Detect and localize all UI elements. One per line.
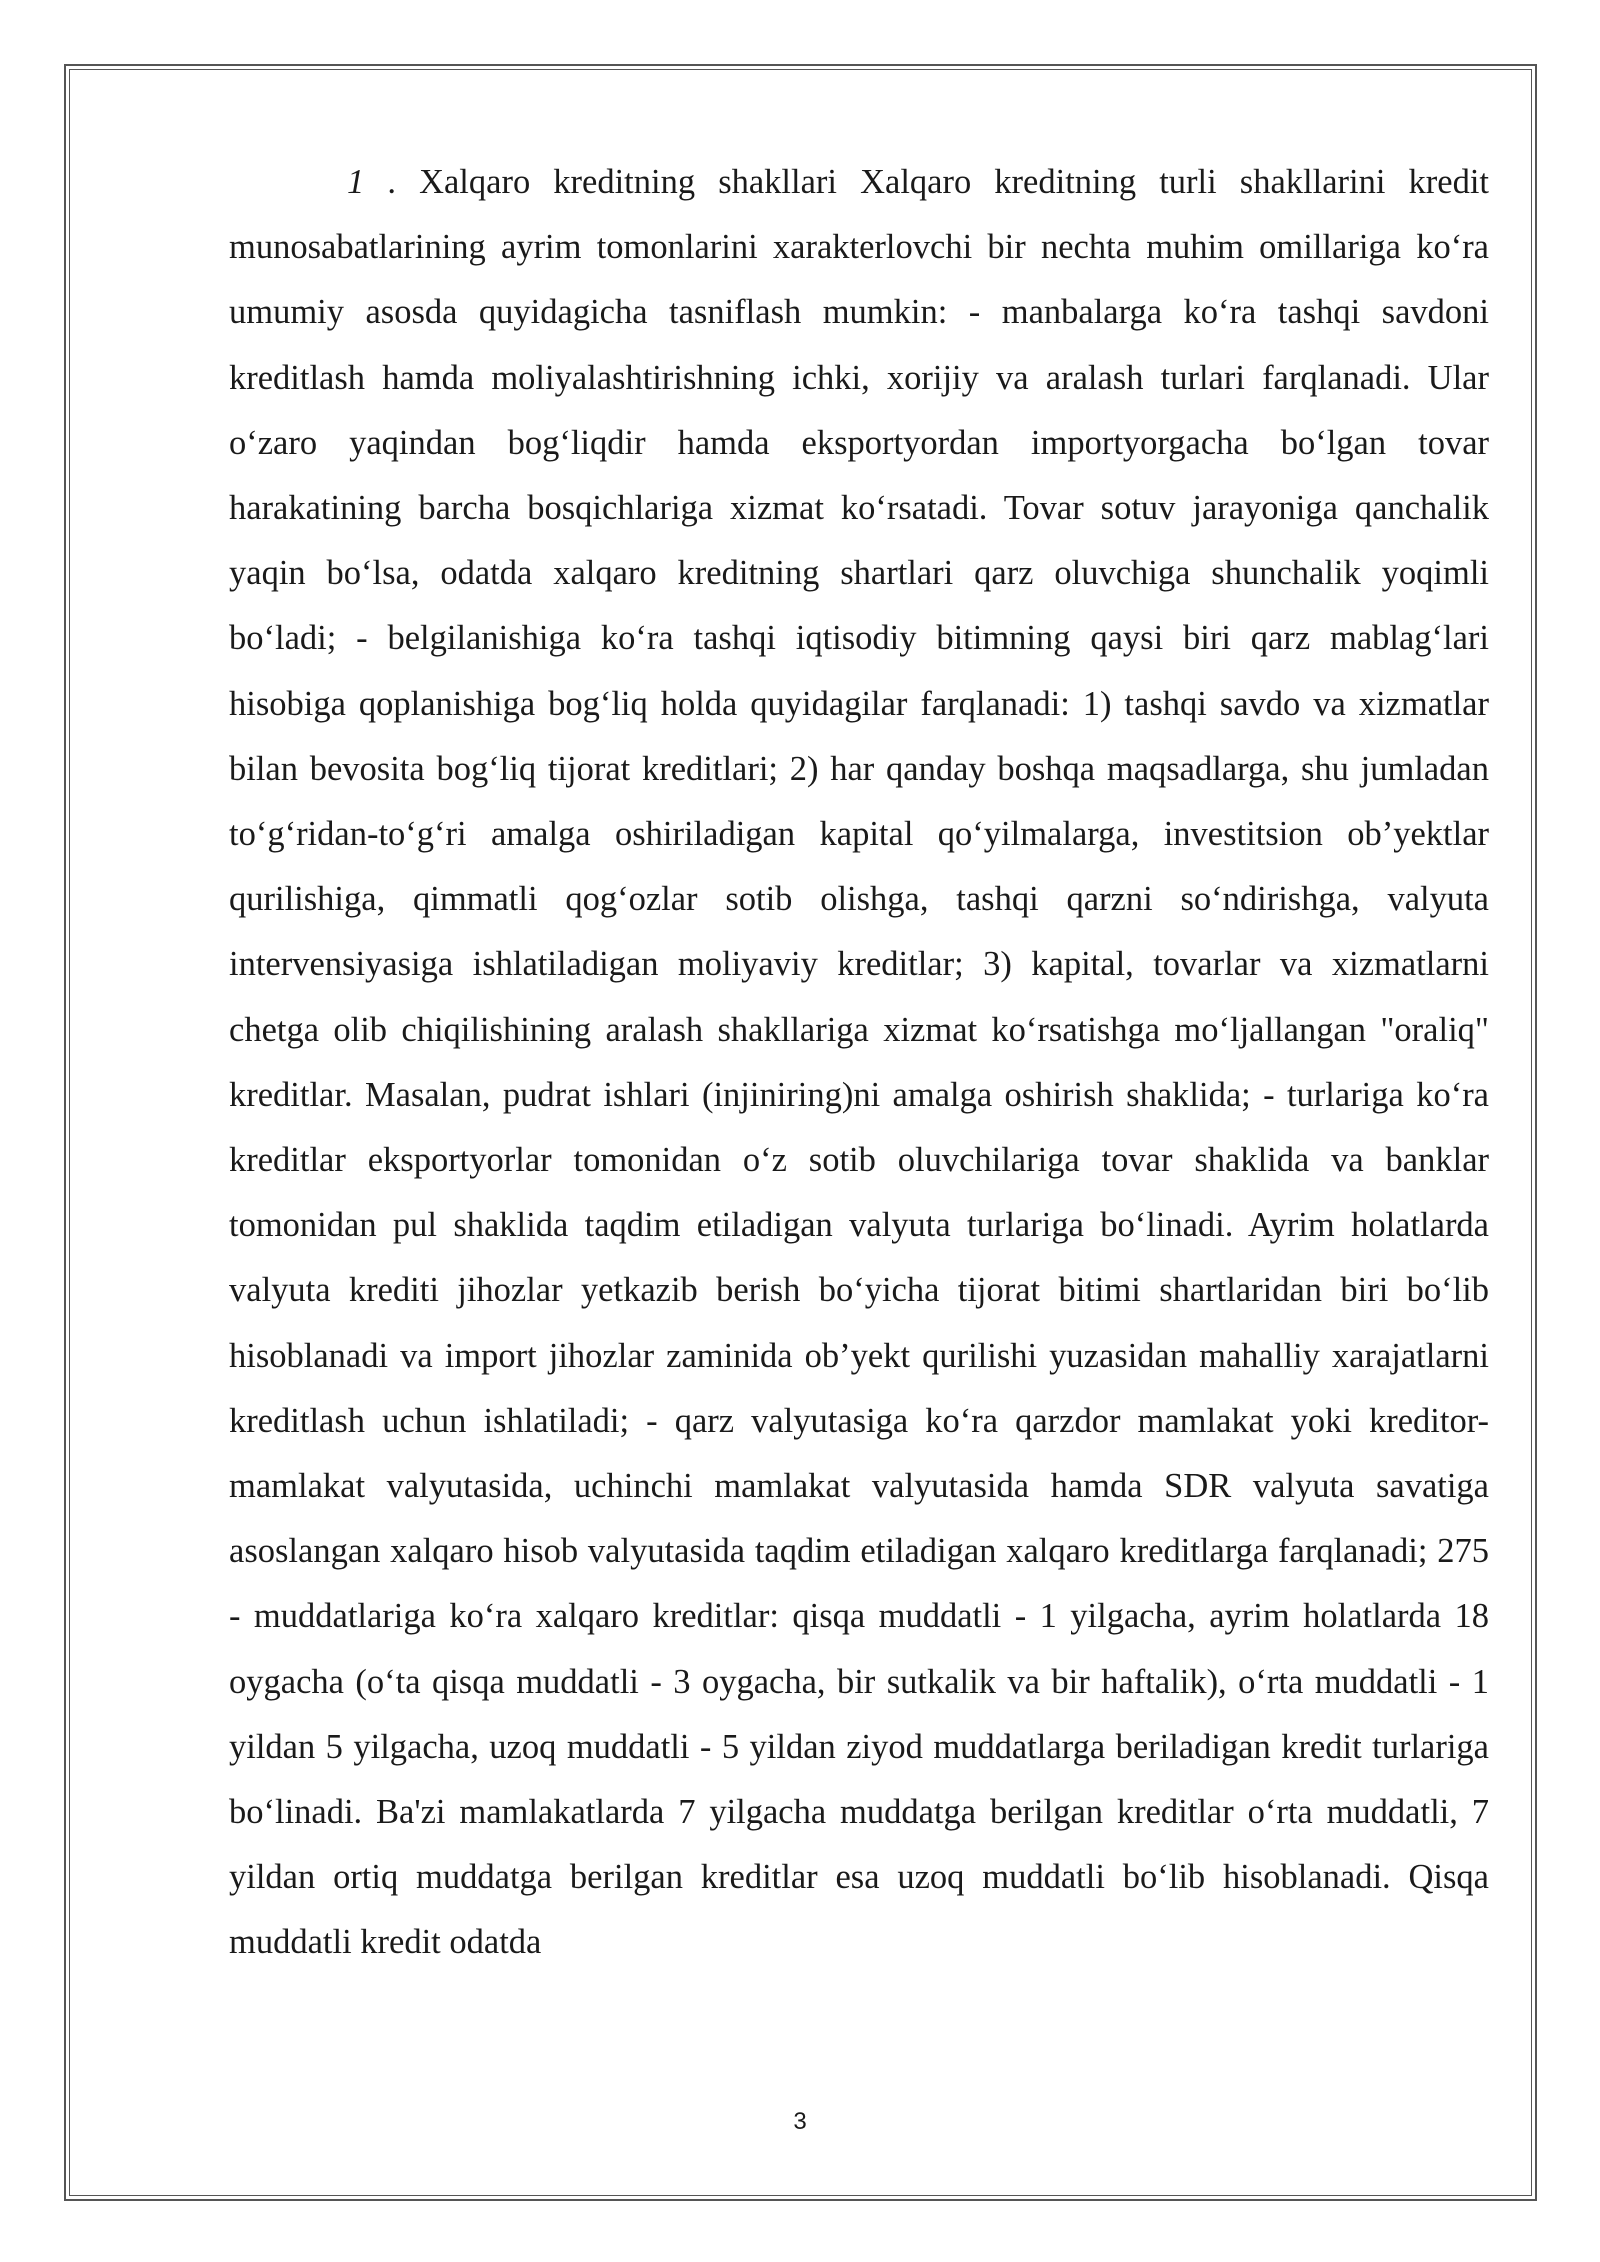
item-number: 1: [347, 163, 365, 201]
page-number: 3: [793, 2108, 807, 2135]
paragraph-text: . Xalqaro kreditning shakllari Xalqaro kreditning turli shakllarini kredit munosabatlarining ayrim tomonlarini xarakterlovchi bir nechta muhim omillariga ko‘ra umumiy asosda quyidagicha tasniflash mumkin: - manbalarga ko‘ra tashqi savdoni kreditlash hamda moliyalashtirishning ichki, xorijiy va aralash turlari farqlanadi. Ular o‘zaro yaqindan bog‘liqdir hamda eksportyordan importyorgacha bo‘lgan tovar harakatining barcha bosqichlariga xizmat ko‘rsatadi. Tovar sotuv jarayoniga qanchalik yaqin bo‘lsa, odatda xalqaro kreditning shartlari qarz oluvchiga shunchalik yoqimli bo‘ladi; - belgilanishiga ko‘ra tashqi iqtisodiy bitimning qaysi biri qarz mablag‘lari hisobiga qoplanishiga bog‘liq holda quyidagilar farqlanadi: 1) tashqi savdo va xizmatlar bilan bevosita bog‘liq tijorat kreditlari; 2) har qanday boshqa maqsadlarga, shu jumladan to‘g‘ridan-to‘g‘ri amalga oshiriladigan kapital qo‘yilmalarga, investitsion ob’yektlar qurilishiga, qimmatli qog‘ozlar sotib olishga, tashqi qarzni so‘ndirishga, valyuta intervensiyasiga ishlatiladigan moliyaviy kreditlar; 3) kapital, tovarlar va xizmatlarni chetga olib chiqilishining aralash shakllariga xizmat ko‘rsatishga mo‘ljallangan "oraliq" kreditlar. Masalan, pudrat ishlari (injiniring)ni amalga oshirish shaklida; - turlariga ko‘ra kreditlar eksportyorlar tomonidan o‘z sotib oluvchilariga tovar shaklida va banklar tomonidan pul shaklida taqdim etiladigan valyuta turlariga bo‘linadi. Ayrim holatlarda valyuta krediti jihozlar yetkazib berish bo‘yicha tijorat bitimi shartlaridan biri bo‘lib hisoblanadi va import jihozlar zaminida ob’yekt qurilishi yuzasidan mahalliy xarajatlarni kreditlash uchun ishlatiladi; - qarz valyutasiga ko‘ra qarzdor mamlakat yoki kreditor-mamlakat valyutasida, uchinchi mamlakat valyutasida hamda SDR valyuta savatiga asoslangan xalqaro hisob valyutasida taqdim etiladigan xalqaro kreditlarga farqlanadi; 275 - muddatlariga ko‘ra xalqaro kreditlar: qisqa muddatli - 1 yilgacha, ayrim holatlarda 18 oygacha (o‘ta qisqa muddatli - 3 oygacha, bir sutkalik va bir haftalik), o‘rta muddatli - 1 yildan 5 yilgacha, uzoq muddatli - 5 yildan ziyod muddatlarga beriladigan kredit turlariga bo‘linadi. Ba'zi mamlakatlarda 7 yilgacha muddatga berilgan kreditlar o‘rta muddatli, 7 yildan ortiq muddatga berilgan kreditlar esa uzoq muddatli bo‘lib hisoblanadi. Qisqa muddatli kredit odatda: [229, 163, 1489, 1962]
body-paragraph: [229, 150, 1489, 1976]
